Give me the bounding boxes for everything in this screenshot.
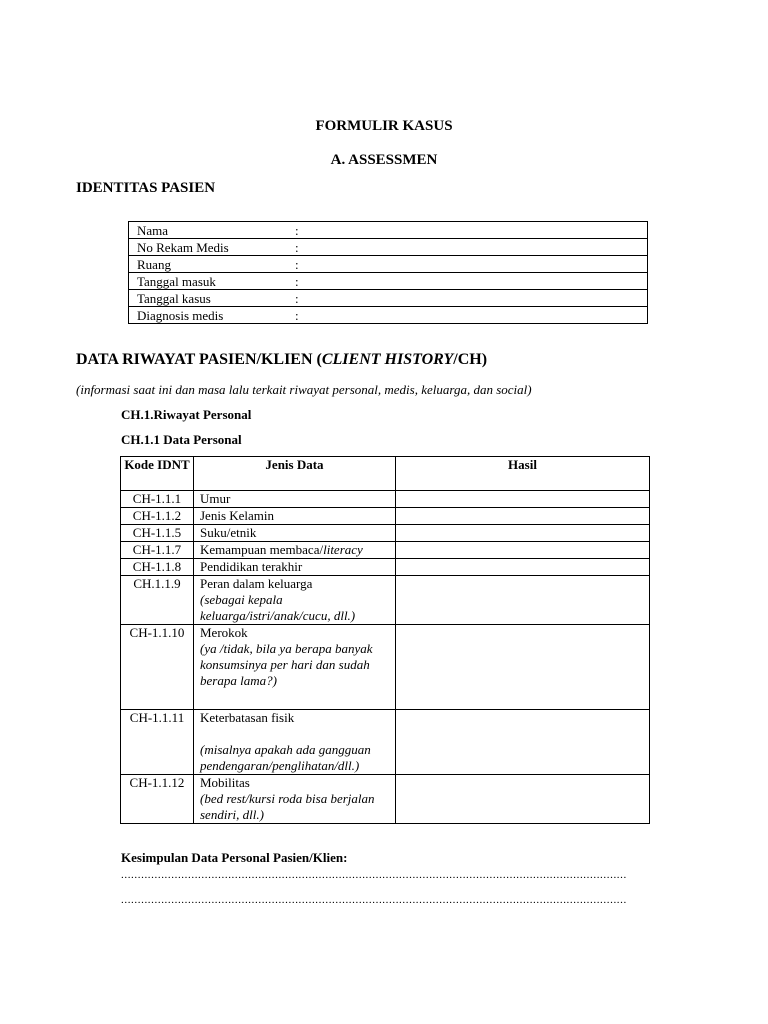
field-label: Nama — [129, 222, 278, 239]
cell-jenis-note: (ya /tidak, bila ya berapa banyak konsumsinya per hari dan sudah berapa lama?) — [200, 641, 373, 688]
cell-hasil[interactable] — [396, 625, 650, 710]
cell-kode: CH-1.1.5 — [121, 525, 194, 542]
identitas-row — [129, 256, 648, 273]
cell-jenis — [194, 542, 396, 559]
cell-jenis-text: Kemampuan membaca/ — [200, 542, 324, 557]
cell-hasil[interactable] — [396, 508, 650, 525]
table-row — [121, 559, 650, 576]
identitas-row — [129, 239, 648, 256]
colon: : — [295, 290, 299, 306]
cell-jenis — [194, 710, 396, 775]
kesimpulan-line-2[interactable]: ....................................................................................................................................................... — [121, 894, 627, 906]
cell-kode: CH.1.1.9 — [121, 576, 194, 625]
cell-jenis-note: (misalnya apakah ada gangguan pendengaran/penglihatan/dll.) — [200, 742, 371, 773]
field-label: Ruang — [129, 256, 278, 273]
identitas-row — [129, 307, 648, 324]
cell-jenis: Jenis Kelamin — [194, 508, 396, 525]
table-row — [121, 775, 650, 824]
field-value[interactable] — [277, 256, 648, 273]
cell-jenis-text: Merokok — [200, 625, 248, 640]
kesimpulan-line-1[interactable]: ....................................................................................................................................................... — [121, 869, 627, 881]
identitas-row — [129, 290, 648, 307]
ch1-heading: CH.1.Riwayat Personal — [121, 407, 252, 422]
table-row — [121, 710, 650, 775]
riwayat-heading — [76, 351, 487, 369]
identitas-row — [129, 222, 648, 239]
cell-jenis-text: Mobilitas — [200, 775, 250, 790]
header-kode: Kode IDNT — [121, 457, 194, 491]
cell-kode: CH-1.1.12 — [121, 775, 194, 824]
identitas-table — [128, 221, 648, 324]
field-value[interactable] — [277, 222, 648, 239]
riwayat-heading-italic: CLIENT HISTORY — [321, 351, 454, 368]
cell-jenis-italic: literacy — [323, 542, 363, 557]
cell-jenis — [194, 775, 396, 824]
cell-hasil[interactable] — [396, 710, 650, 775]
ch11-heading: CH.1.1 Data Personal — [121, 432, 242, 447]
kesimpulan-label: Kesimpulan Data Personal Pasien/Klien: — [121, 850, 348, 865]
cell-hasil[interactable] — [396, 491, 650, 508]
riwayat-info: (informasi saat ini dan masa lalu terkait riwayat personal, medis, keluarga, dan social) — [76, 382, 532, 397]
cell-jenis: Suku/etnik — [194, 525, 396, 542]
colon: : — [295, 273, 299, 289]
cell-hasil[interactable] — [396, 576, 650, 625]
field-value[interactable] — [277, 239, 648, 256]
table-row — [121, 576, 650, 625]
field-label: Diagnosis medis — [129, 307, 278, 324]
table-row — [121, 525, 650, 542]
table-row — [121, 508, 650, 525]
cell-jenis-text: Peran dalam keluarga — [200, 576, 313, 591]
field-value[interactable] — [277, 307, 648, 324]
riwayat-heading-post: /CH) — [453, 351, 488, 368]
cell-hasil[interactable] — [396, 542, 650, 559]
identitas-row — [129, 273, 648, 290]
cell-kode: CH-1.1.7 — [121, 542, 194, 559]
table-row — [121, 491, 650, 508]
cell-hasil[interactable] — [396, 559, 650, 576]
cell-jenis-note: (sebagai kepala keluarga/istri/anak/cucu, dll.) — [200, 592, 356, 623]
cell-kode: CH-1.1.2 — [121, 508, 194, 525]
colon: : — [295, 256, 299, 272]
cell-hasil[interactable] — [396, 525, 650, 542]
cell-jenis — [194, 625, 396, 710]
cell-kode: CH-1.1.10 — [121, 625, 194, 710]
field-value[interactable] — [277, 290, 648, 307]
cell-hasil[interactable] — [396, 775, 650, 824]
data-personal-table — [120, 456, 650, 824]
field-value[interactable] — [277, 273, 648, 290]
cell-kode: CH-1.1.11 — [121, 710, 194, 775]
table-row — [121, 625, 650, 710]
cell-jenis-text: Keterbatasan fisik — [200, 710, 295, 725]
form-title: FORMULIR KASUS — [315, 118, 453, 134]
colon: : — [295, 239, 299, 255]
field-label: Tanggal masuk — [129, 273, 278, 290]
cell-jenis: Umur — [194, 491, 396, 508]
colon: : — [295, 307, 299, 323]
cell-jenis: Pendidikan terakhir — [194, 559, 396, 576]
riwayat-heading-pre: DATA RIWAYAT PASIEN/KLIEN ( — [76, 351, 322, 368]
field-label: No Rekam Medis — [129, 239, 278, 256]
table-row — [121, 542, 650, 559]
header-hasil: Hasil — [396, 457, 650, 491]
cell-kode: CH-1.1.8 — [121, 559, 194, 576]
field-label: Tanggal kasus — [129, 290, 278, 307]
cell-kode: CH-1.1.1 — [121, 491, 194, 508]
colon: : — [295, 222, 299, 238]
identitas-heading: IDENTITAS PASIEN — [76, 180, 216, 196]
header-jenis: Jenis Data — [194, 457, 396, 491]
cell-jenis — [194, 576, 396, 625]
cell-jenis-note: (bed rest/kursi roda bisa berjalan sendiri, dll.) — [200, 791, 375, 822]
section-a-title: A. ASSESSMEN — [330, 152, 438, 168]
table-header-row — [121, 457, 650, 491]
